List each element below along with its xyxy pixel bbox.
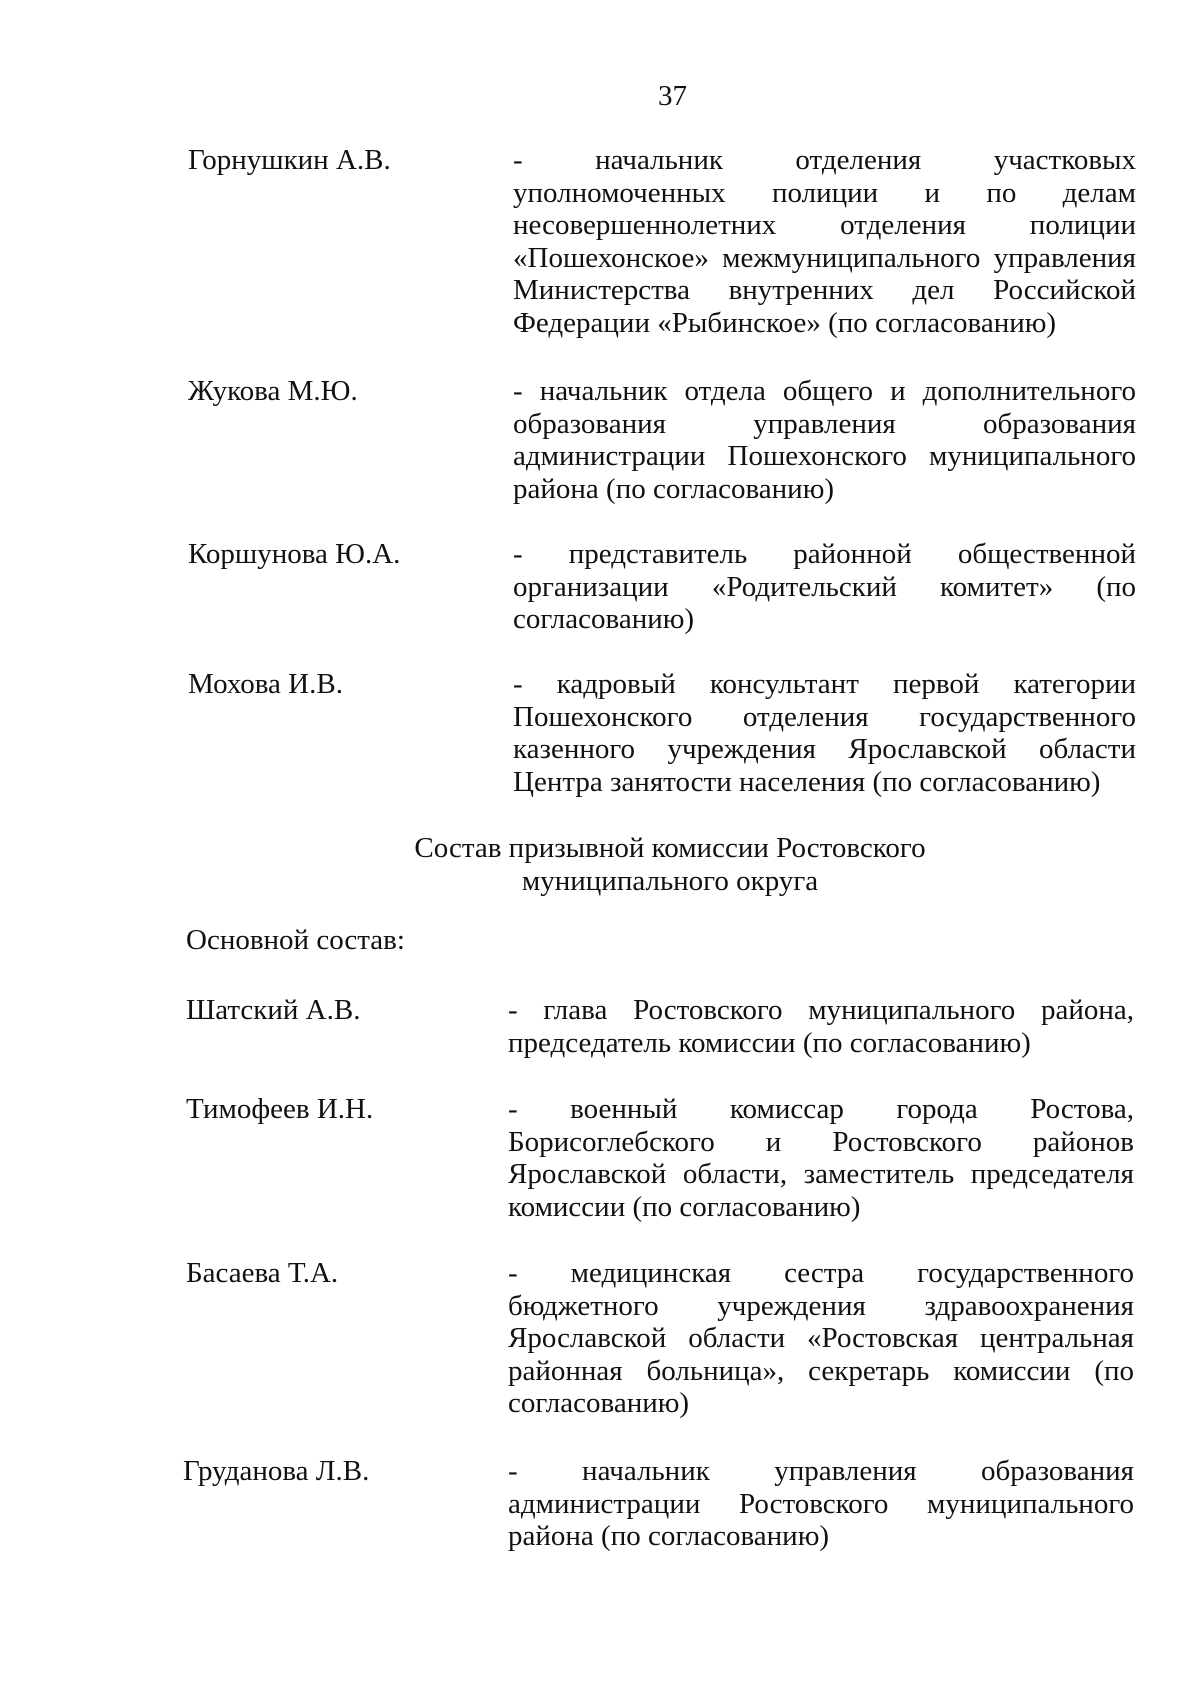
member-name: Шатский А.В.	[186, 994, 361, 1026]
member-description: - начальник управления образования администрации Ростовского муниципального района (по согласованию)	[508, 1455, 1134, 1552]
member-name: Мохова И.В.	[188, 668, 343, 700]
member-name: Груданова Л.В.	[183, 1455, 370, 1487]
section-title	[380, 832, 960, 897]
member-description: - глава Ростовского муниципального района, председатель комиссии (по согласованию)	[508, 994, 1134, 1059]
member-name: Жукова М.Ю.	[188, 375, 358, 407]
member-description: - медицинская сестра государственного бюджетного учреждения здравоохранения Ярославской области «Ростовская центральная районная больница», секретарь комиссии (по согласованию)	[508, 1257, 1134, 1419]
subheading: Основной состав:	[186, 924, 405, 956]
section-title-line: муниципального округа	[521, 864, 819, 897]
member-name: Коршунова Ю.А.	[188, 538, 401, 570]
member-description: - представитель районной общественной организации «Родительский комитет» (по согласованию)	[513, 538, 1136, 635]
member-name: Горнушкин А.В.	[188, 144, 391, 176]
section-title-line: Состав призывной комиссии Ростовского	[414, 832, 926, 864]
member-name: Басаева Т.А.	[186, 1257, 339, 1289]
member-description: - военный комиссар города Ростова, Борисоглебского и Ростовского районов Ярославской области, заместитель председателя комиссии (по согласованию)	[508, 1093, 1134, 1223]
member-description: - кадровый консультант первой категории Пошехонского отделения государственного казенного учреждения Ярославской области Центра занятости населения (по согласованию)	[513, 668, 1136, 798]
page-number: 37	[658, 80, 687, 112]
member-description: - начальник отделения участковых уполномоченных полиции и по делам несовершеннолетних отделения полиции «Пошехонское» межмуниципального управления Министерства внутренних дел Российской Федерации «Рыбинское» (по согласованию)	[513, 144, 1136, 339]
member-description: - начальник отдела общего и дополнительного образования управления образования администрации Пошехонского муниципального района (по согласованию)	[513, 375, 1136, 505]
member-name: Тимофеев И.Н.	[186, 1093, 374, 1125]
